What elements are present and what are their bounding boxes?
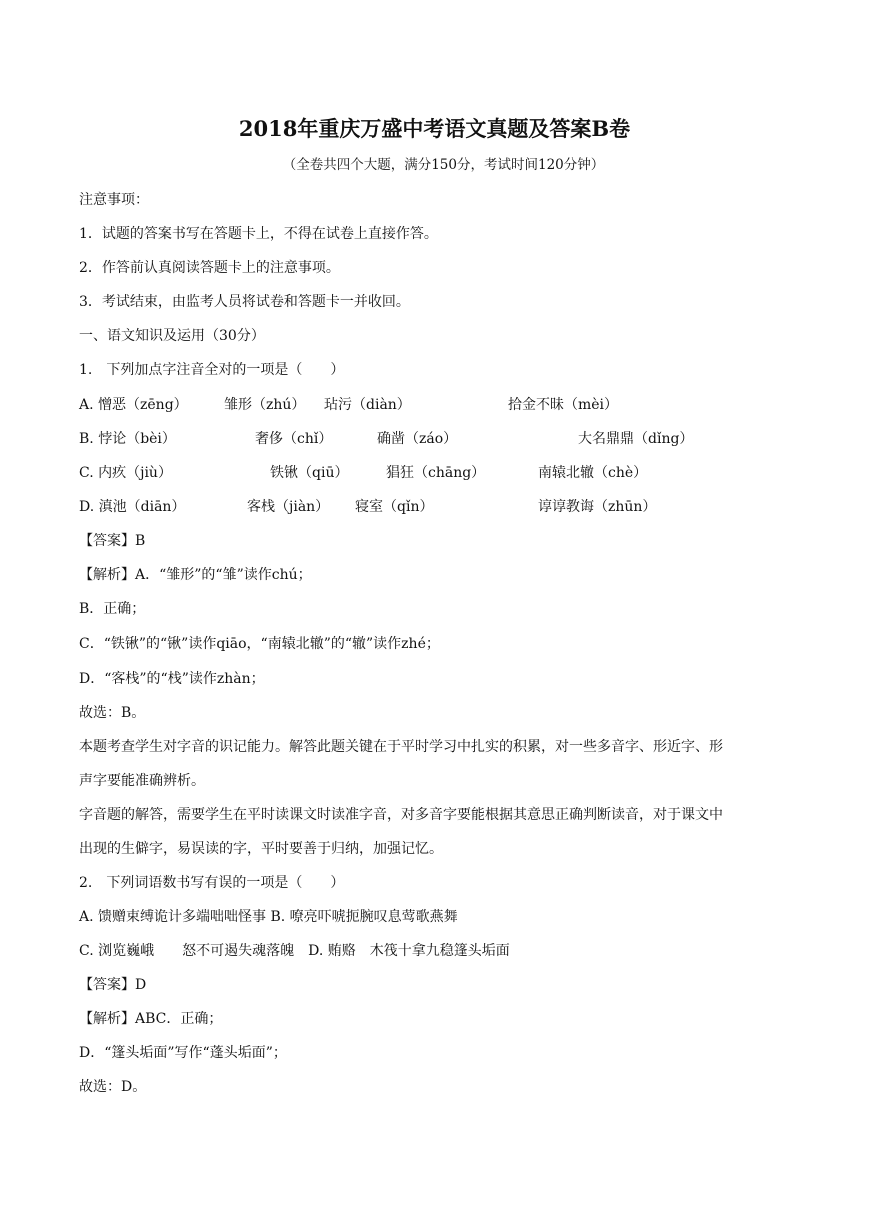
question-1-analysis-line: B．正确；	[79, 601, 146, 617]
notice-item: 3．考试结束，由监考人员将试卷和答题卡一并收回。	[79, 294, 410, 310]
question-1-analysis-line: D．“客栈”的“栈”读作zhàn；	[79, 671, 265, 687]
question-1-answer: 【答案】B	[79, 533, 146, 549]
question-1-analysis-line: 字音题的解答，需要学生在平时读课文时读准字音，对多音字要能根据其意思正确判断读音，对于课文中	[79, 807, 723, 823]
section-heading: 一、语文知识及运用（30分）	[79, 328, 265, 344]
question-2-analysis-line: 【解析】ABC．正确；	[79, 1011, 223, 1027]
question-1-stem: 1. 下列加点字注音全对的一项是（ ）	[79, 362, 345, 378]
question-1-analysis-line: 出现的生僻字，易误读的字，平时要善于归纳，加强记忆。	[79, 841, 443, 857]
question-1-analysis-line: 本题考查学生对字音的识记能力。解答此题关键在于平时学习中扎实的积累，对一些多音字、形近字、形	[79, 739, 723, 755]
question-2-answer: 【答案】D	[79, 977, 147, 993]
question-1-analysis-line: 故选：B。	[79, 705, 146, 721]
question-2-options-ab: A. 馈赠束缚诡计多端咄咄怪事 B. 嘹亮吓唬扼腕叹息莺歌燕舞	[79, 909, 458, 925]
question-2-options-cd: C. 浏览巍峨 怒不可遏失魂落魄 D. 贿赂 木筏十拿九稳篷头垢面	[79, 943, 510, 959]
question-2-analysis-line: 故选：D。	[79, 1079, 147, 1095]
question-2-stem: 2. 下列词语数书写有误的一项是（ ）	[79, 875, 345, 891]
page-title: 2018年重庆万盛中考语文真题及答案B卷	[238, 116, 631, 141]
question-1-analysis-line: C．“铁锹”的“锹”读作qiāo，“南辕北辙”的“辙”读作zhé；	[79, 636, 440, 652]
question-2-analysis-line: D．“篷头垢面”写作“蓬头垢面”；	[79, 1045, 287, 1061]
question-1-analysis-line: 声字要能准确辨析。	[79, 773, 205, 789]
exam-subtitle: （全卷共四个大题，满分150分，考试时间120分钟）	[282, 157, 605, 173]
notice-item: 2．作答前认真阅读答题卡上的注意事项。	[79, 260, 340, 276]
notice-heading: 注意事项：	[79, 192, 149, 208]
notice-item: 1．试题的答案书写在答题卡上，不得在试卷上直接作答。	[79, 226, 438, 242]
question-1-analysis-line: 【解析】A．“雏形”的“雏”读作chú；	[79, 567, 312, 583]
